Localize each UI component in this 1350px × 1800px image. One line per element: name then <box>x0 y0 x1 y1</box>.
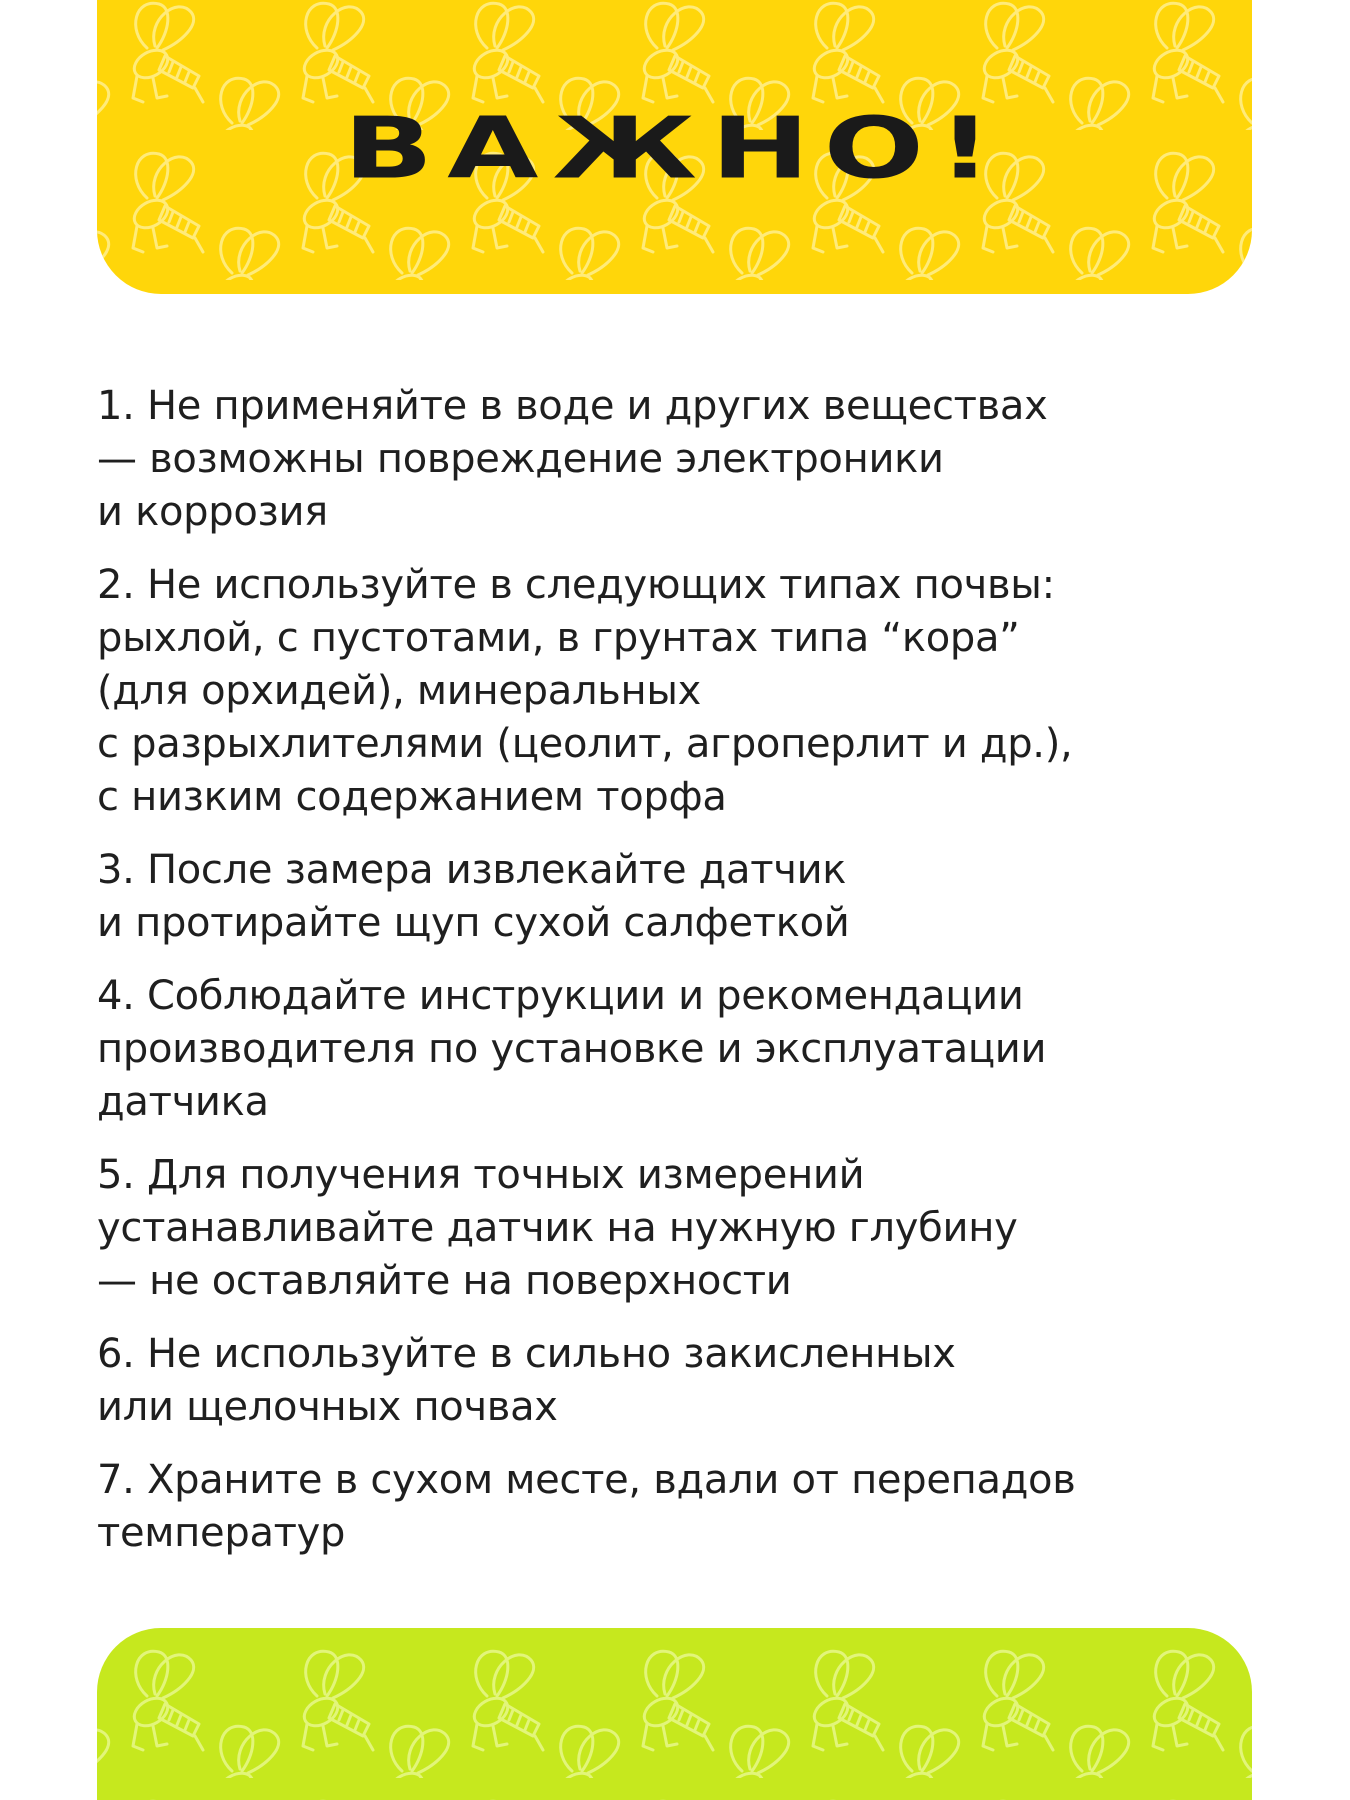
header-banner <box>97 0 1252 294</box>
rule-item: 3. После замера извлекайте датчик и протирайте щуп сухой салфеткой <box>97 847 850 946</box>
fly-pattern-icon <box>97 1628 1252 1800</box>
rules-list <box>97 380 1277 1580</box>
footer-banner <box>97 1628 1252 1800</box>
rule-item: 6. Не используйте в сильно закисленных или щелочных почвах <box>97 1331 956 1430</box>
rule-item: 2. Не используйте в следующих типах почвы: рыхлой, с пустотами, в грунтах типа “кора” (для орхидей), минеральных с разрыхлителями (цеолит, агроперлит и др.), с низким содержанием торфа <box>97 562 1073 820</box>
rule-item: 4. Соблюдайте инструкции и рекомендации производителя по установке и эксплуатации датчика <box>97 973 1047 1125</box>
rule-item: 5. Для получения точных измерений устанавливайте датчик на нужную глубину — не оставляйте на поверхности <box>97 1152 1018 1304</box>
page-title: ВАЖНО! <box>343 98 1006 198</box>
rule-item: 1. Не применяйте в воде и других веществах — возможны повреждение электроники и коррозия <box>97 383 1048 535</box>
rule-item: 7. Храните в сухом месте, вдали от перепадов температур <box>97 1457 1076 1556</box>
